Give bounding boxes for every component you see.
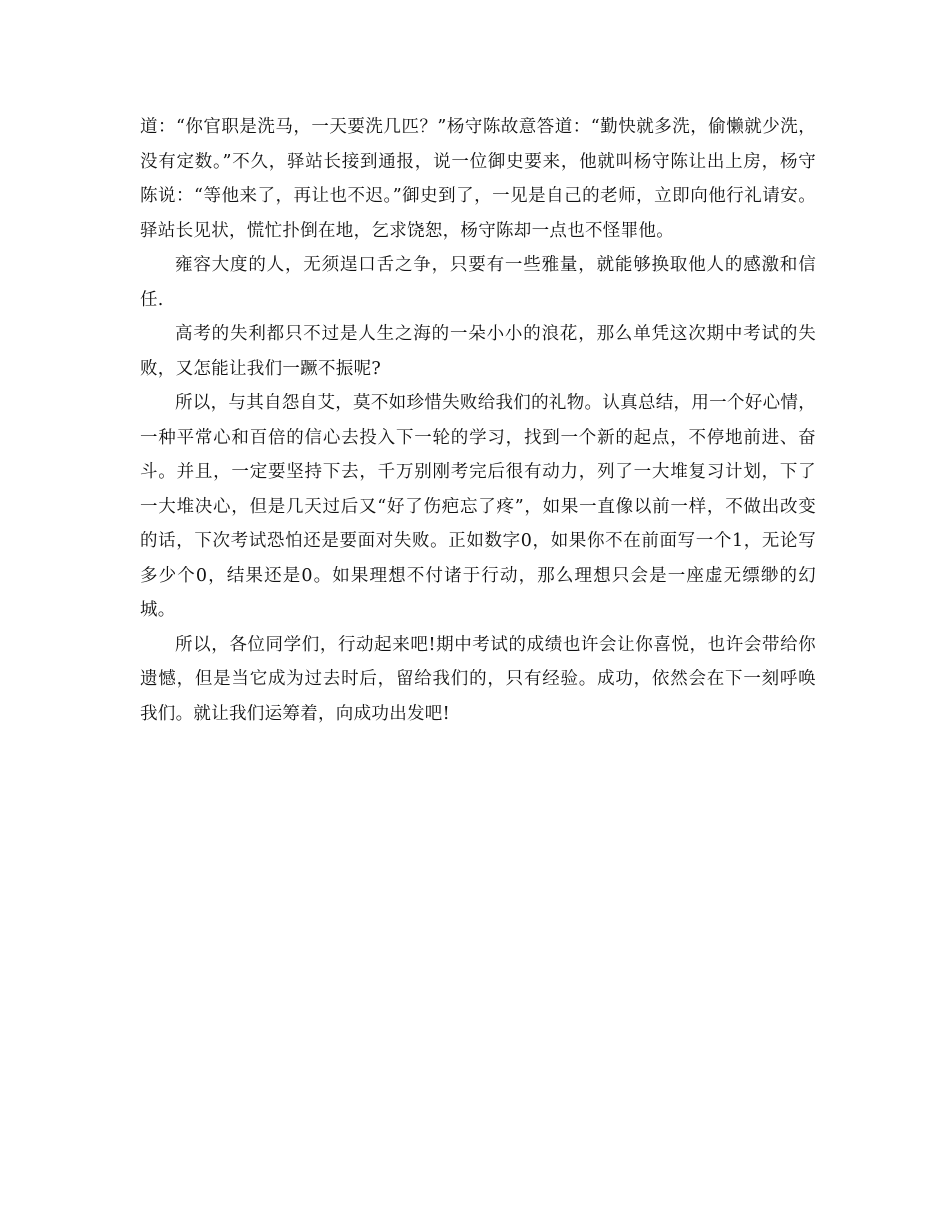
- paragraph-4: 所以，与其自怨自艾，莫不如珍惜失败给我们的礼物。认真总结，用一个好心情，一种平常心和百倍的信心去投入下一轮的学习，找到一个新的起点，不停地前进、奋斗。并且，一定要坚持下去，千万别刚考完后很有动力，列了一大堆复习计划，下了一大堆决心，但是几天过后又“好了伤疤忘了疼”，如果一直像以前一样，不做出改变的话，下次考试恐怕还是要面对失败。正如数字0，如果你不在前面写一个1，无论写多少个0，结果还是0。如果理想不付诸于行动，那么理想只会是一座虚无缥缈的幻城。: [140, 393, 816, 620]
- paragraph-2: 雍容大度的人，无须逞口舌之争，只要有一些雅量，就能够换取他人的感激和信任.: [140, 255, 816, 310]
- paragraph-3: 高考的失利都只不过是人生之海的一朵小小的浪花，那么单凭这次期中考试的失败，又怎能让我们一蹶不振呢?: [140, 324, 816, 379]
- paragraph-1: 道：“你官职是洗马，一天要洗几匹？”杨守陈故意答道：“勤快就多洗，偷懒就少洗，没有定数。”不久，驿站长接到通报，说一位御史要来，他就叫杨守陈让出上房，杨守陈说：“等他来了，再让也不迟。”御史到了，一见是自己的老师，立即向他行礼请安。驿站长见状，慌忙扑倒在地，乞求饶恕，杨守陈却一点也不怪罪他。: [140, 117, 816, 241]
- document-body: [140, 110, 816, 731]
- paragraph-5: 所以，各位同学们，行动起来吧!期中考试的成绩也许会让你喜悦，也许会带给你遗憾，但是当它成为过去时后，留给我们的，只有经验。成功，依然会在下一刻呼唤我们。就让我们运筹着，向成功出发吧!: [140, 634, 816, 724]
